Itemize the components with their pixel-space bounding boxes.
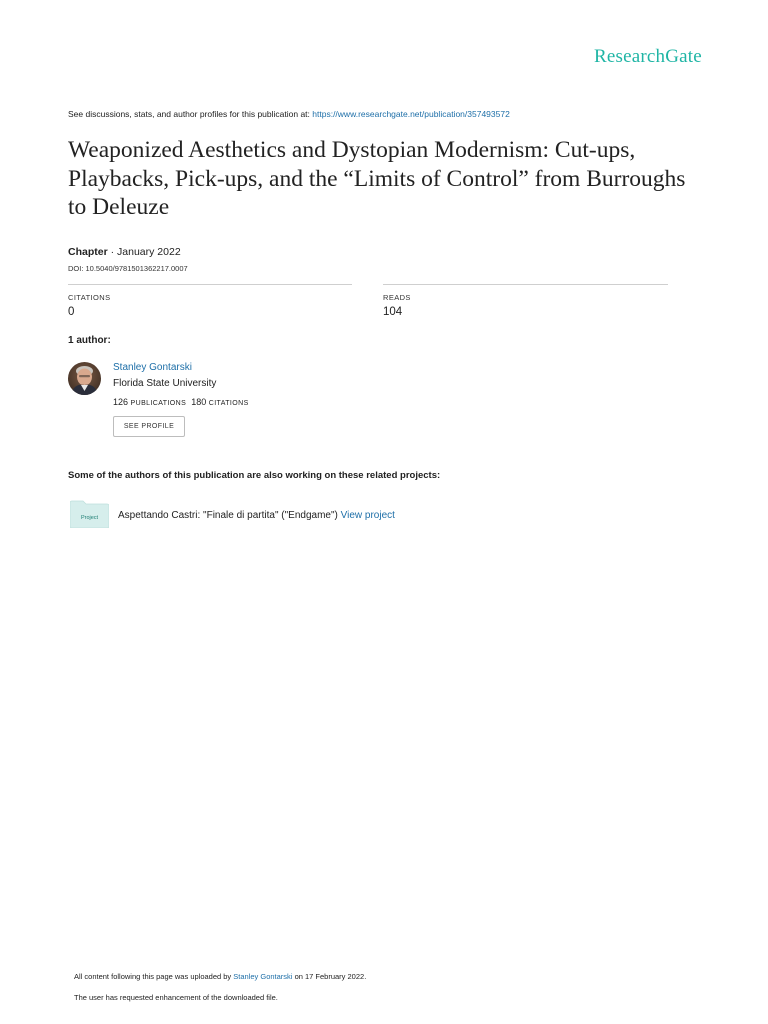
author-avatar[interactable] — [68, 362, 101, 395]
researchgate-logo[interactable]: ResearchGate — [594, 46, 702, 67]
publication-url-link[interactable]: https://www.researchgate.net/publication/357493572 — [312, 109, 510, 119]
upload-note — [74, 972, 366, 981]
related-projects-heading: Some of the authors of this publication are also working on these related projects: — [68, 470, 441, 481]
publication-date: January 2022 — [117, 246, 181, 258]
citations-label: CITATIONS — [68, 293, 111, 302]
authors-heading: 1 author: — [68, 335, 111, 346]
author-publications-count: 126 — [113, 397, 129, 407]
upload-suffix: on 17 February 2022. — [292, 972, 367, 981]
project-folder-icon — [70, 500, 109, 528]
citations-divider — [68, 284, 352, 285]
publication-type: Chapter — [68, 246, 108, 258]
author-name-link[interactable]: Stanley Gontarski — [113, 362, 192, 373]
project-title: Aspettando Castri: "Finale di partita" ("Endgame") — [118, 510, 338, 521]
publication-title: Weaponized Aesthetics and Dystopian Modernism: Cut-ups, Playbacks, Pick-ups, and the “Limits of Control” from Burroughs to Deleuze — [68, 137, 686, 220]
view-project-link[interactable]: View project — [340, 510, 395, 521]
reads-divider — [383, 284, 668, 285]
meta-separator: · — [107, 246, 118, 258]
author-publications-label: PUBLICATIONS — [130, 400, 187, 407]
upload-prefix: All content following this page was uploaded by — [74, 972, 234, 981]
folder-label: Project — [80, 515, 99, 521]
see-discussions-text: See discussions, stats, and author profiles for this publication at: — [68, 109, 313, 119]
uploader-link[interactable]: Stanley Gontarski — [233, 972, 293, 981]
see-profile-button[interactable]: SEE PROFILE — [113, 416, 185, 437]
enhancement-note: The user has requested enhancement of the downloaded file. — [74, 993, 278, 1002]
see-discussions-line — [68, 109, 510, 119]
author-citations-label: CITATIONS — [208, 400, 249, 407]
author-citations-count: 180 — [191, 397, 207, 407]
publication-meta — [68, 246, 181, 258]
reads-label: READS — [383, 293, 411, 302]
author-institution: Florida State University — [113, 378, 217, 389]
publication-doi: DOI: 10.5040/9781501362217.0007 — [68, 264, 188, 273]
reads-value: 104 — [383, 306, 403, 318]
author-photo-icon — [68, 362, 101, 395]
related-project-item — [118, 510, 395, 521]
citations-value: 0 — [68, 306, 75, 318]
author-stats — [113, 397, 249, 407]
